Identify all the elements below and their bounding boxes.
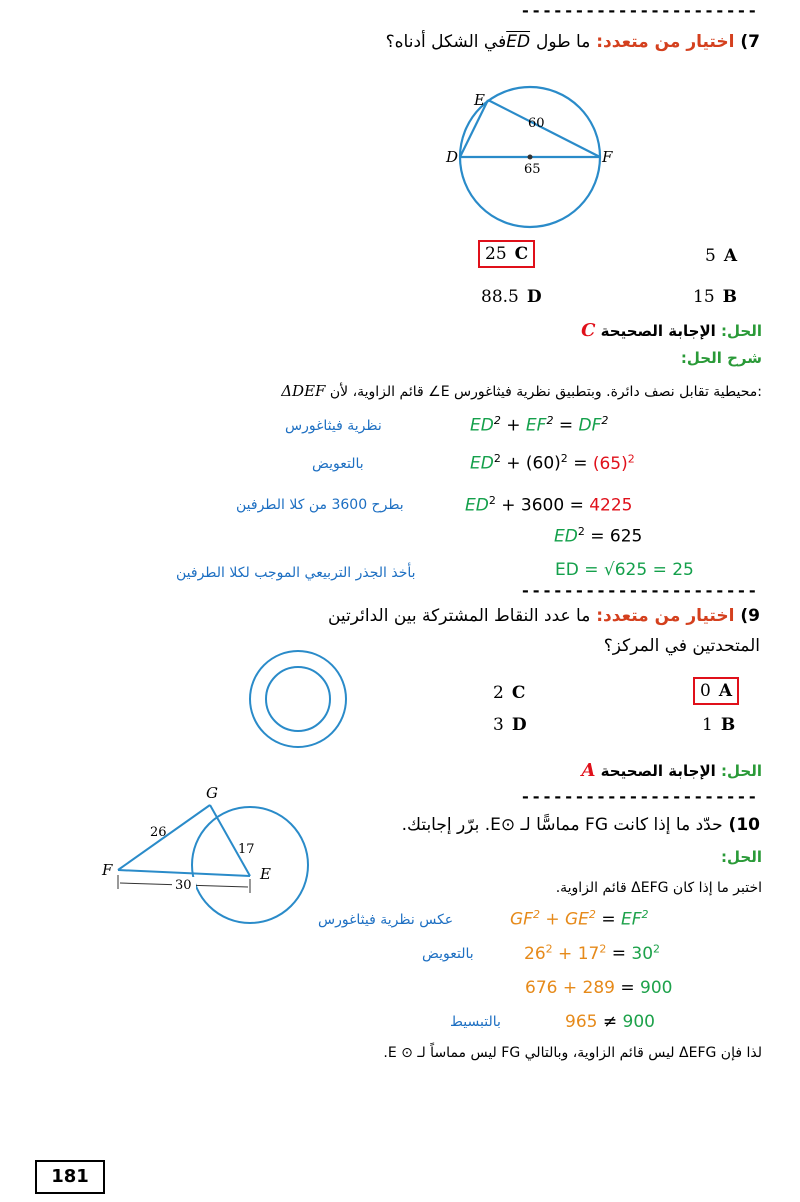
q10-step3: 676 + 289 = 900: [525, 978, 673, 998]
label-60: 60: [528, 116, 545, 131]
q7-answer: الحل: الإجابة الصحيحة C: [581, 320, 762, 341]
q7-step3: $ED^2 + 3600 = 4225$: [465, 494, 633, 516]
label-e: E: [474, 91, 485, 109]
segment-ge: [210, 805, 250, 876]
label-30: 30: [175, 878, 192, 893]
q7-option-c[interactable]: 25 C: [478, 244, 535, 264]
q7-explain-text: ΔDEF قائم الزاوية، لأن ∠E محيطية تقابل نصف دائرة. وبتطبيق نظرية فيثاغورس:: [281, 382, 762, 400]
q7-note5: بأخذ الجذر التربيعي الموجب لكلا الطرفين: [176, 565, 416, 581]
q10-note2: بالتعويض: [422, 946, 474, 962]
q7-text: ما طول: [535, 32, 591, 52]
page-number: 181: [35, 1160, 105, 1194]
q9-option-c[interactable]: 2 C: [493, 683, 526, 703]
q10-step1: $GF^2 + GE^2 = EF^2$: [510, 908, 649, 930]
separator-q9: ----------------------: [520, 582, 758, 602]
center-point: [528, 155, 533, 160]
q9-heading-2: المتحدتين في المركز؟: [603, 636, 760, 656]
q9-answer: الحل: الإجابة الصحيحة A: [581, 760, 762, 781]
q7-circle-figure: [440, 85, 620, 245]
label-65: 65: [524, 162, 541, 177]
q7-step1: $ED^2 + EF^2 = DF^2$: [470, 414, 609, 436]
q10-step2: $26^2 + 17^2 = 30^2$: [524, 942, 661, 964]
label-d: D: [446, 148, 459, 166]
q10-answer-label: الحل:: [721, 848, 762, 866]
q10-tangent-figure: [100, 765, 310, 930]
q7-option-a[interactable]: 5 A: [705, 246, 738, 266]
q9-option-d[interactable]: 3 D: [493, 715, 527, 735]
q7-note1: نظرية فيثاغورس: [285, 418, 382, 434]
label-f: F: [602, 148, 613, 166]
q7-heading: [386, 32, 760, 52]
q10-heading: 10) حدّد ما إذا كانت FG مماسًّا لـ ⊙E. برّر إجابتك.: [401, 815, 760, 835]
label-g: G: [206, 784, 218, 802]
q10-step4: 965 ≠ 900: [565, 1012, 655, 1032]
inner-circle: [266, 667, 330, 731]
q7-step5: ED = √625 = 25: [555, 560, 694, 580]
label-f: F: [102, 861, 113, 879]
q7-label: اختيار من متعدد:: [596, 32, 735, 52]
outer-circle: [250, 651, 346, 747]
q7-segment: ED: [506, 32, 531, 52]
q10-conclusion: لذا فإن ΔEFG ليس قائم الزاوية، وبالتالي FG ليس مماساً لـ ⊙ E.: [383, 1045, 762, 1061]
q7-step2: $ED^2 + (60)^2 = (65)^2$: [470, 452, 635, 474]
q7-note2: بالتعويض: [312, 456, 364, 472]
label-e: E: [260, 865, 271, 883]
separator-top: ----------------------: [520, 2, 758, 22]
q9-option-b[interactable]: 1 B: [702, 715, 736, 735]
q10-note1: عكس نظرية فيثاغورس: [318, 912, 454, 928]
q7-option-d[interactable]: 88.5 D: [481, 287, 542, 307]
q10-test-text: اختبر ما إذا كان ΔEFG قائم الزاوية.: [555, 880, 762, 896]
q7-option-b[interactable]: 15 B: [693, 287, 738, 307]
segment-fe: [118, 870, 250, 876]
separator-q10: ----------------------: [520, 788, 758, 808]
q10-note4: بالتبسيط: [450, 1014, 501, 1030]
label-26: 26: [150, 825, 167, 840]
q7-text2: في الشكل أدناه؟: [385, 32, 507, 52]
q7-explain-head: شرح الحل:: [680, 349, 762, 367]
q7-number: 7): [740, 32, 760, 52]
q9-heading: 9) اختيار من متعدد: ما عدد النقاط المشتركة بين الدائرتين: [327, 606, 760, 626]
q9-concentric-circles: [243, 646, 353, 752]
q7-step4: $ED^2 = 625$: [554, 525, 643, 547]
label-17: 17: [238, 842, 255, 857]
q7-note3: بطرح 3600 من كلا الطرفين: [236, 497, 404, 513]
q9-option-a[interactable]: 0 A: [693, 681, 739, 701]
circle-e: [192, 807, 308, 923]
